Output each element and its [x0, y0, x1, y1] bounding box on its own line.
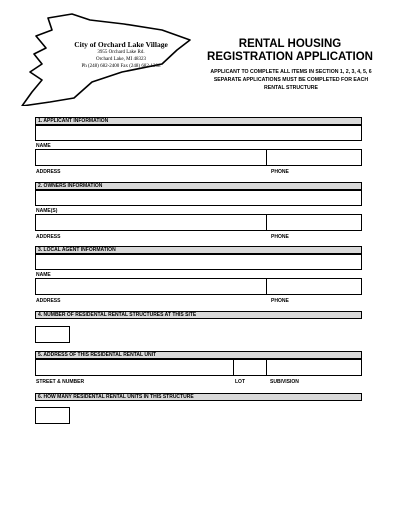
title-line-2: REGISTRATION APPLICATION: [207, 51, 373, 63]
city-name: City of Orchard Lake Village: [74, 40, 168, 49]
city-logo: [12, 10, 192, 106]
form-title: [200, 38, 380, 64]
applicant-address-field[interactable]: [35, 149, 267, 166]
structures-count-field[interactable]: [35, 326, 70, 343]
street-number-label: STREET & NUMBER: [36, 379, 85, 385]
applicant-name-field[interactable]: [35, 125, 362, 141]
city-address-2: Orchard Lake, MI 48323: [96, 57, 146, 62]
section-2-heading: 2. OWNERS INFORMATION: [35, 182, 362, 190]
agent-name-label: NAME: [36, 272, 51, 278]
lot-label: LOT: [235, 379, 245, 385]
owners-phone-field[interactable]: [266, 214, 362, 231]
agent-address-label: ADDRESS: [36, 298, 61, 304]
section-4-heading: 4. NUMBER OF RESIDENTAL RENTAL STRUCTURES AT THIS SITE: [35, 311, 362, 319]
subdivision-label: SUBIVISION: [270, 379, 299, 385]
subdivision-field[interactable]: [266, 359, 362, 376]
instructions-line-1: APPLICANT TO COMPLETE ALL ITEMS IN SECTION 1, 2, 3, 4, 5, 6: [210, 69, 372, 75]
section-5-heading: 5. ADDRESS OF THIS RESIDENTAL RENTAL UNIT: [35, 351, 362, 359]
agent-phone-label: PHONE: [271, 298, 289, 304]
city-address-1: 3955 Orchard Lake Rd.: [97, 50, 145, 55]
logo-text: [56, 40, 186, 70]
owners-name-label: NAME(S): [36, 208, 58, 214]
section-6-heading: 6. HOW MANY RESIDENTAL RENTAL UNITS IN THIS STRUCTURE: [35, 393, 362, 401]
section-1-heading: 1. APPLICANT INFORMATION: [35, 117, 362, 125]
instructions-line-3: RENTAL STRUCTURE: [264, 85, 318, 91]
street-number-field[interactable]: [35, 359, 234, 376]
agent-address-field[interactable]: [35, 278, 267, 295]
applicant-name-label: NAME: [36, 143, 51, 149]
instructions-line-2: SEPARATE APPLICATIONS MUST BE COMPLETED FOR EACH: [213, 77, 369, 83]
instructions: [196, 68, 386, 92]
owners-phone-label: PHONE: [271, 234, 289, 240]
agent-phone-field[interactable]: [266, 278, 362, 295]
city-phone-fax: Ph (248) 682-2400 Fax (248) 682-1308: [81, 64, 161, 69]
owners-name-field[interactable]: [35, 190, 362, 206]
owners-address-label: ADDRESS: [36, 234, 61, 240]
applicant-phone-label: PHONE: [271, 169, 289, 175]
owners-address-field[interactable]: [35, 214, 267, 231]
lot-field[interactable]: [233, 359, 267, 376]
agent-name-field[interactable]: [35, 254, 362, 270]
units-count-field[interactable]: [35, 407, 70, 424]
section-3-heading: 3. LOCAL AGENT INFORMATION: [35, 246, 362, 254]
applicant-address-label: ADDRESS: [36, 169, 61, 175]
title-line-1: RENTAL HOUSING: [238, 38, 342, 50]
applicant-phone-field[interactable]: [266, 149, 362, 166]
